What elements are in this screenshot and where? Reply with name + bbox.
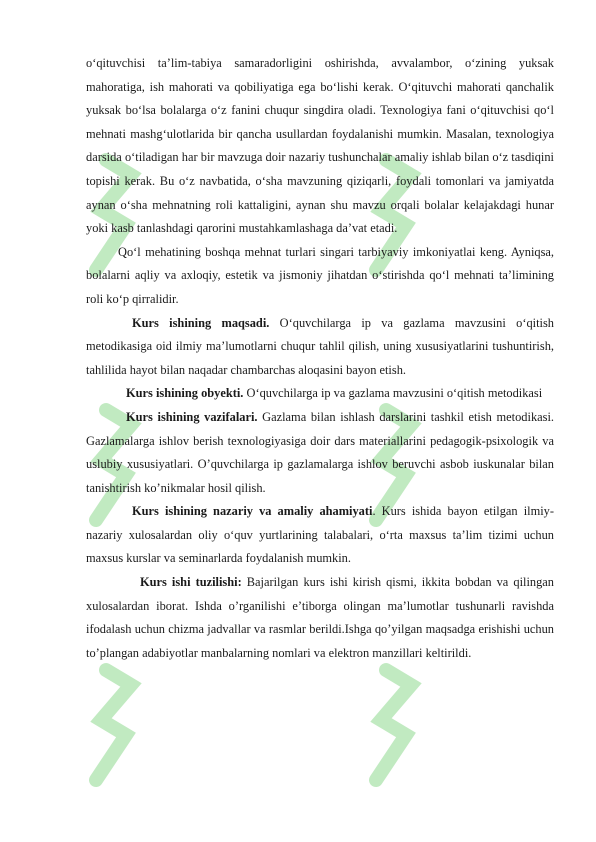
paragraph-heading: Kurs ishining vazifalari.: [126, 409, 258, 424]
paragraph-heading: Kurs ishi tuzilishi:: [140, 575, 242, 590]
watermark-logo: [76, 660, 156, 790]
paragraph-text: Gazlama bilan ishlash darslarini tashkil etish metodikasi. Gazlamalarga ishlov berish texnologiyasiga doir dars materiallarini pedagogik-psixologik va uslubiy xususiyatlari. O’quvchilarga ip gazlamalarga ishlov beruvchi asbob iuskunalar bilan tanishtirish ko’nikmalar hosil qilish.: [86, 409, 555, 495]
paragraph-text: Qo‘l mehatining boshqa mehnat turlari singari tarbiyaviy imkoniyatlai keng. Ayniqsa, bolalarni aqliy va axloqiy, estetik va jismoniy jihatdan o‘stirishda qo‘l mehnati ta’limining roli ko‘p qirralidir.: [86, 244, 554, 306]
document-body: [86, 52, 554, 665]
watermark-logo: [356, 660, 436, 790]
paragraph-heading: Kurs ishining nazariy va amaliy ahamiyati: [132, 504, 373, 519]
paragraph-handwork: [86, 241, 554, 312]
paragraph-goal: [86, 312, 554, 383]
paragraph-significance: [86, 500, 554, 571]
paragraph-tasks: [86, 406, 554, 500]
paragraph-object: [86, 382, 554, 406]
paragraph-heading: Kurs ishining obyekti.: [126, 386, 244, 401]
paragraph-text: O‘quvchilarga ip va gazlama mavzusini o‘qitish metodikasiga oid ilmiy ma’lumotlarni chuqur tahlil qilish, uning xususiyatlarini tushuntirish, tahlilida hayot bilan naqadar chambarchas aloqasini bayon etish.: [86, 315, 554, 377]
paragraph-heading: Kurs ishining maqsadi.: [132, 315, 270, 330]
paragraph-text: O‘quvchilarga ip va gazlama mavzusini o‘qitish metodikasi: [243, 386, 543, 401]
paragraph-text: Bajarilgan kurs ishi kirish qismi, ikkita bobdan va qilingan xulosalardan iborat. Ishda o’rganilishi e’tiborga olingan ma’lumotlar tushunarli ravishda ifodalash uchun chizma jadvallar va rasmlar berildi.Ishga qo’yilgan maqsadga erishishi uchun to’plangan adabiyotlar manbalarning nomlari va elektron manzillari keltirildi.: [86, 575, 554, 660]
paragraph-intro: [86, 52, 554, 241]
paragraph-text: o‘qituvchisi ta’lim-tabiya samaradorligini oshirishda, avvalambor, o‘zining yuksak mahoratiga, ish mahorati va qobiliyatiga ega bo‘lishi kerak. O‘qituvchi mahorati qanchalik yuksak bo‘lsa bolalarga o‘z fanini chuqur singdira oladi. Texnologiya fani o‘qituvchisi qo‘l mehnati mashg‘ulotlarida bir qancha usullardan foydalanishi mumkin. Masalan, texnologiya darsida o‘tiladigan har bir mavzuga doir nazariy tushunchalar amaliy ishlab bilan o‘z tasdiqini topishi kerak. Bu o‘z navbatida, o‘sha mavzuning qiziqarli, foydali tomonlari va jamiyatda aynan o‘sha mehnatning roli kattaligini, aynan shu mavzu orqali bolalar kelajakdagi hunar yoki kasb tanlashdagi qarorini mustahkamlashaga da’vat etadi.: [86, 56, 554, 236]
paragraph-structure: [86, 571, 554, 665]
paragraph-text: . Kurs ishida bayon etilgan ilmiy-nazariy xulosalardan oliy o‘quv yurtlarining talabalari, o‘rta maxsus ta’lim tizimi uchun maxsus kurslar va seminarlarda foydalanish mumkin.: [86, 504, 554, 566]
